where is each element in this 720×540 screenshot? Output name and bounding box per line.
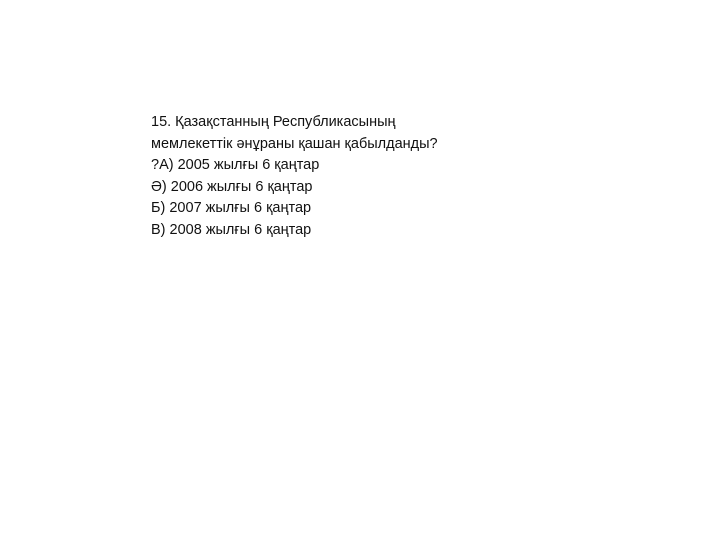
answer-option-v: В) 2008 жылғы 6 қаңтар	[151, 221, 312, 238]
answer-option-a: ?А) 2005 жылғы 6 қаңтар	[151, 157, 320, 173]
answer-option-b: Б) 2007 жылғы 6 қаңтар	[151, 200, 312, 216]
question-text-line-1: 15. Қазақстанның Республикасының	[151, 114, 396, 130]
question-block	[151, 112, 571, 241]
question-text-line-2: мемлекеттік әнұраны қашан қабылданды?	[151, 135, 438, 152]
answer-option-ae: Ә) 2006 жылғы 6 қаңтар	[151, 178, 313, 195]
